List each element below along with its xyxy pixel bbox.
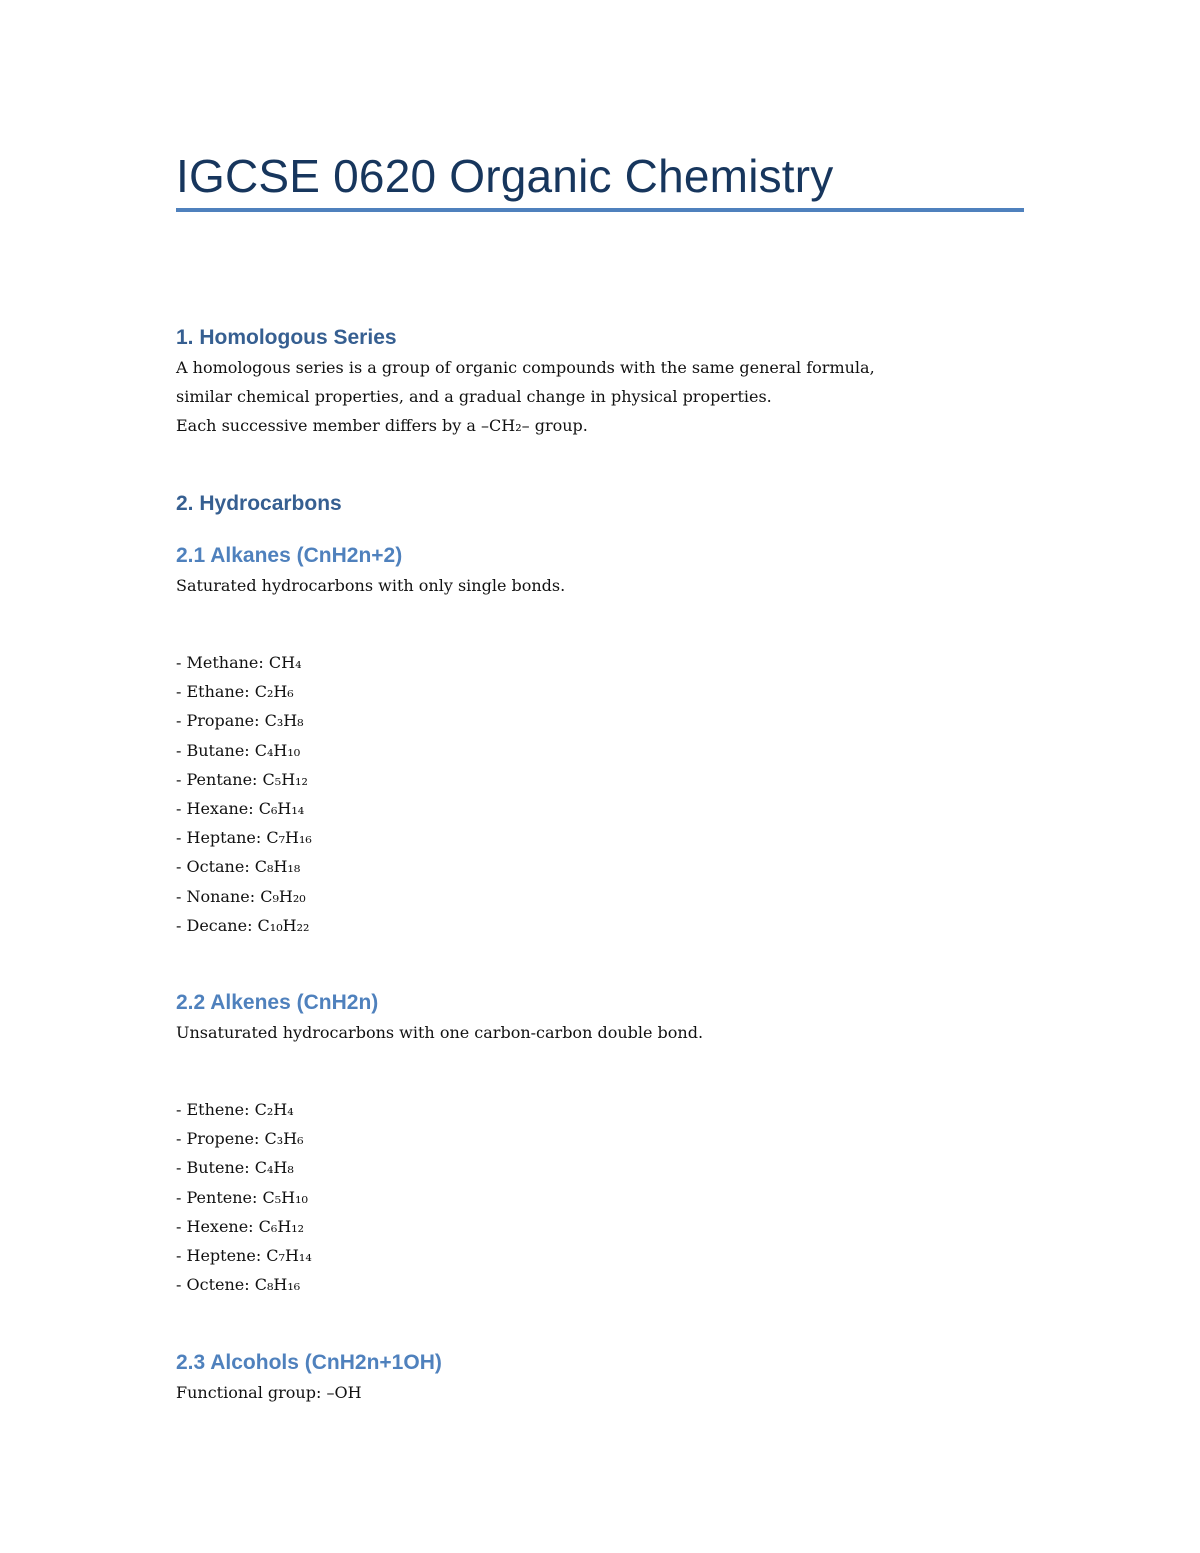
homologous-line: A homologous series is a group of organic compounds with the same general formula, [176, 358, 875, 377]
heading-homologous-series: 1. Homologous Series [176, 326, 397, 349]
alkenes-description: Unsaturated hydrocarbons with one carbon-carbon double bond. [176, 1023, 704, 1042]
list-item: - Propane: C₃H₈ [176, 711, 304, 731]
heading-alkenes: 2.2 Alkenes (CnH2n) [176, 991, 379, 1014]
list-item: - Ethane: C₂H₆ [176, 682, 294, 702]
homologous-paragraph [176, 353, 1026, 440]
alkenes-list [176, 1095, 312, 1299]
heading-alkanes: 2.1 Alkanes (CnH2n+2) [176, 544, 403, 567]
list-item: - Methane: CH₄ [176, 653, 302, 672]
alkanes-list [176, 648, 312, 940]
alcohols-description: Functional group: –OH [176, 1383, 362, 1402]
alkanes-description: Saturated hydrocarbons with only single bonds. [176, 576, 566, 595]
list-item: - Hexene: C₆H₁₂ [176, 1216, 305, 1236]
list-item: - Octane: C₈H₁₈ [176, 857, 301, 877]
list-item: - Decane: C₁₀H₂₂ [176, 915, 310, 935]
list-item: - Pentane: C₅H₁₂ [176, 769, 308, 789]
heading-hydrocarbons: 2. Hydrocarbons [176, 492, 342, 515]
list-item: - Propene: C₃H₆ [176, 1129, 304, 1149]
document-title: IGCSE 0620 Organic Chemistry [176, 150, 834, 202]
homologous-line: similar chemical properties, and a gradual change in physical properties. [176, 387, 772, 406]
list-item: - Ethene: C₂H₄ [176, 1100, 294, 1119]
heading-alcohols: 2.3 Alcohols (CnH2n+1OH) [176, 1351, 442, 1374]
list-item: - Butane: C₄H₁₀ [176, 740, 301, 760]
list-item: - Nonane: C₉H₂₀ [176, 886, 306, 906]
list-item: - Hexane: C₆H₁₄ [176, 799, 305, 819]
list-item: - Octene: C₈H₁₆ [176, 1275, 301, 1295]
list-item: - Butene: C₄H₈ [176, 1158, 294, 1178]
homologous-line: Each successive member differs by a –CH₂– group. [176, 416, 588, 435]
list-item: - Heptene: C₇H₁₄ [176, 1246, 312, 1266]
list-item: - Pentene: C₅H₁₀ [176, 1187, 308, 1207]
list-item: - Heptane: C₇H₁₆ [176, 828, 312, 848]
title-underline [176, 208, 1024, 212]
